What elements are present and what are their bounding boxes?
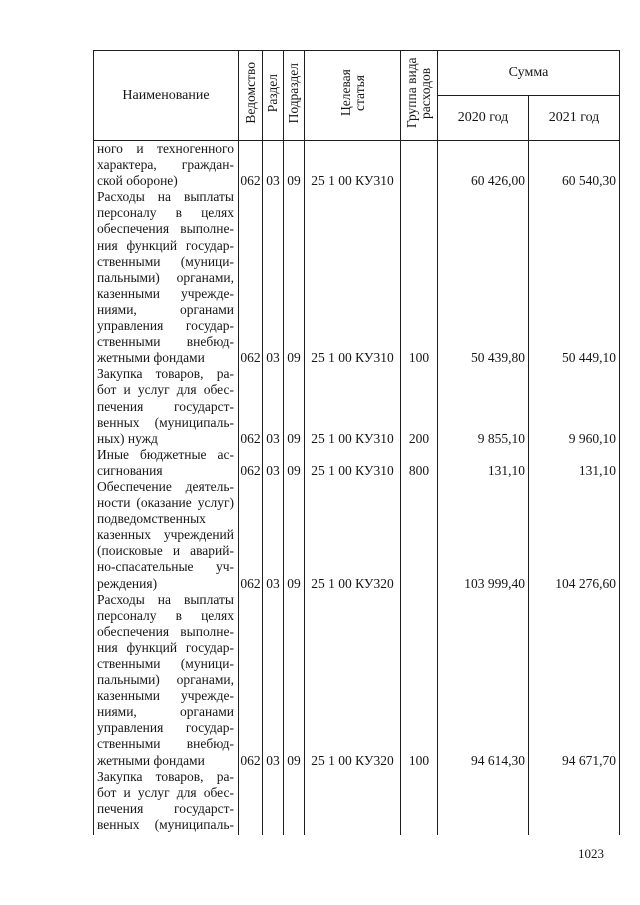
name-line: характера, граждан- xyxy=(97,157,234,173)
razdel-cell: 03 xyxy=(263,141,284,190)
name-line: управления государ- xyxy=(97,720,234,736)
tselevaya-statya-cell: 25 1 00 КУ310 xyxy=(305,366,401,446)
budget-table xyxy=(93,50,620,835)
tselevaya-statya-cell: 25 1 00 КУ310 xyxy=(305,447,401,479)
name-line: венных (муниципаль- xyxy=(97,816,234,832)
header-tselevaya-statya xyxy=(305,51,401,141)
sum-2021-cell: 9 960,10 xyxy=(529,366,620,446)
header-vedomstvo-label: Ведомство xyxy=(242,62,258,124)
name-cell xyxy=(94,366,239,446)
sum-2021-cell xyxy=(529,769,620,835)
vedomstvo-cell: 062 xyxy=(239,366,263,446)
sum-2020-cell: 9 855,10 xyxy=(438,366,529,446)
name-line: обеспечения выполне- xyxy=(97,221,234,237)
sum-2020-cell: 60 426,00 xyxy=(438,141,529,190)
name-line: ного и техногенного xyxy=(97,141,234,156)
razdel-cell: 03 xyxy=(263,479,284,592)
name-line: Иные бюджетные ас- xyxy=(97,446,234,462)
podrazdel-cell: 09 xyxy=(284,189,305,366)
podrazdel-cell: 09 xyxy=(284,366,305,446)
table-row xyxy=(94,769,620,835)
name-line: обеспечения выполне- xyxy=(97,623,234,639)
sum-2021-cell: 50 449,10 xyxy=(529,189,620,366)
table-header xyxy=(94,51,620,141)
name-line: ственными внебюд- xyxy=(97,736,234,752)
table-row xyxy=(94,479,620,592)
name-line: пальными) органами, xyxy=(97,269,234,285)
name-cell xyxy=(94,141,239,190)
sum-2020-cell: 103 999,40 xyxy=(438,479,529,592)
table-row xyxy=(94,141,620,190)
name-line: (поисковые и аварий- xyxy=(97,543,234,559)
razdel-cell: 03 xyxy=(263,447,284,479)
tselevaya-statya-cell xyxy=(305,769,401,835)
name-line: реждения) xyxy=(97,575,158,591)
podrazdel-cell: 09 xyxy=(284,141,305,190)
sum-2020-cell: 131,10 xyxy=(438,447,529,479)
header-year-2020: 2020 год xyxy=(438,96,529,141)
tselevaya-statya-cell: 25 1 00 КУ310 xyxy=(305,141,401,190)
gruppa-cell: 800 xyxy=(401,447,438,479)
name-line: персоналу в целях xyxy=(97,607,234,623)
vedomstvo-cell: 062 xyxy=(239,189,263,366)
table-body xyxy=(94,141,620,836)
name-line: жетными фондами xyxy=(97,350,205,366)
header-gruppa-vida-raskhodov xyxy=(401,51,438,141)
name-line: бот и услуг для обес- xyxy=(97,784,234,800)
vedomstvo-cell xyxy=(239,769,263,835)
vedomstvo-cell: 062 xyxy=(239,141,263,190)
name-line: ных) нужд xyxy=(97,430,158,446)
header-row xyxy=(94,51,620,96)
vedomstvo-cell: 062 xyxy=(239,592,263,769)
header-tselevaya-statya-label: Целевая статья xyxy=(337,69,367,117)
name-line: ности (оказание услуг) xyxy=(97,495,234,511)
table-row xyxy=(94,366,620,446)
gruppa-cell: 200 xyxy=(401,366,438,446)
header-podrazdel xyxy=(284,51,305,141)
gruppa-cell xyxy=(401,479,438,592)
page-number: 1023 xyxy=(578,846,604,861)
tselevaya-statya-cell: 25 1 00 КУ310 xyxy=(305,189,401,366)
name-line: Закупка товаров, ра- xyxy=(97,366,234,382)
razdel-cell: 03 xyxy=(263,366,284,446)
sum-2020-cell xyxy=(438,769,529,835)
name-cell xyxy=(94,479,239,592)
sum-2021-cell: 94 671,70 xyxy=(529,592,620,769)
podrazdel-cell: 09 xyxy=(284,479,305,592)
name-line: ственными (муници- xyxy=(97,253,234,269)
sum-2020-cell: 50 439,80 xyxy=(438,189,529,366)
podrazdel-cell: 09 xyxy=(284,447,305,479)
name-line: казенных учреждений xyxy=(97,527,234,543)
gruppa-cell xyxy=(401,769,438,835)
name-line: казенными учрежде- xyxy=(97,688,234,704)
razdel-cell: 03 xyxy=(263,189,284,366)
razdel-cell: 03 xyxy=(263,592,284,769)
name-line: управления государ- xyxy=(97,318,234,334)
name-line: Расходы на выплаты xyxy=(97,189,234,205)
name-line: Расходы на выплаты xyxy=(97,591,234,607)
name-line: сигнования xyxy=(97,462,163,478)
table-row xyxy=(94,592,620,769)
name-line: жетными фондами xyxy=(97,752,205,768)
sum-2021-cell: 60 540,30 xyxy=(529,141,620,190)
name-cell xyxy=(94,769,239,835)
name-line: ния функций государ- xyxy=(97,237,234,253)
sum-2021-cell: 131,10 xyxy=(529,447,620,479)
header-gruppa-label: Группа вида расходов xyxy=(404,57,433,129)
header-vedomstvo xyxy=(239,51,263,141)
vedomstvo-cell: 062 xyxy=(239,447,263,479)
gruppa-cell: 100 xyxy=(401,592,438,769)
name-line: печения государст- xyxy=(97,398,234,414)
podrazdel-cell: 09 xyxy=(284,592,305,769)
name-line: ственными внебюд- xyxy=(97,334,234,350)
name-line: ния функций государ- xyxy=(97,639,234,655)
tselevaya-statya-cell: 25 1 00 КУ320 xyxy=(305,592,401,769)
header-razdel xyxy=(263,51,284,141)
name-line: казенными учрежде- xyxy=(97,285,234,301)
name-line: Обеспечение деятель- xyxy=(97,478,234,494)
name-line: печения государст- xyxy=(97,800,234,816)
name-line: пальными) органами, xyxy=(97,672,234,688)
name-line: персоналу в целях xyxy=(97,205,234,221)
header-summa: Сумма xyxy=(438,51,620,96)
sum-2020-cell: 94 614,30 xyxy=(438,592,529,769)
name-line: ственными (муници- xyxy=(97,656,234,671)
name-line: бот и услуг для обес- xyxy=(97,382,234,398)
name-line: Закупка товаров, ра- xyxy=(97,768,234,784)
table-row xyxy=(94,189,620,366)
name-cell xyxy=(94,447,239,479)
name-cell xyxy=(94,189,239,366)
name-line: венных (муниципаль- xyxy=(97,414,234,430)
vedomstvo-cell: 062 xyxy=(239,479,263,592)
name-line: ской обороне) xyxy=(97,173,178,189)
name-line: но-спасательные уч- xyxy=(97,559,234,575)
podrazdel-cell xyxy=(284,769,305,835)
sum-2021-cell: 104 276,60 xyxy=(529,479,620,592)
name-line: ниями, органами xyxy=(97,301,234,317)
table-row xyxy=(94,447,620,479)
gruppa-cell: 100 xyxy=(401,189,438,366)
tselevaya-statya-cell: 25 1 00 КУ320 xyxy=(305,479,401,592)
gruppa-cell xyxy=(401,141,438,190)
header-razdel-label: Раздел xyxy=(265,73,280,113)
header-podrazdel-label: Подраздел xyxy=(286,62,301,124)
razdel-cell xyxy=(263,769,284,835)
header-year-2021: 2021 год xyxy=(529,96,620,141)
name-cell xyxy=(94,592,239,769)
name-line: подведомственных xyxy=(97,511,206,527)
name-line: ниями, органами xyxy=(97,704,234,720)
header-name: Наименование xyxy=(94,51,239,141)
